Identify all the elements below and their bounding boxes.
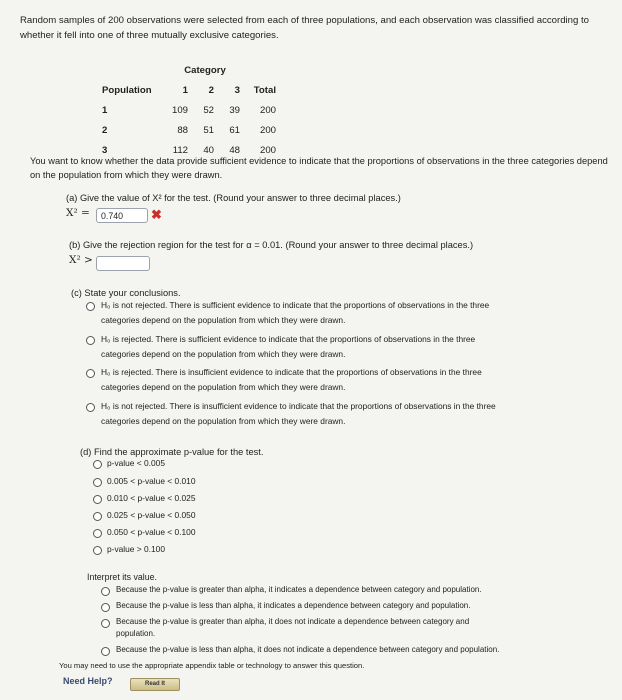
contingency-table (98, 60, 280, 160)
conclusion-radio-2[interactable] (86, 336, 95, 345)
table-row (98, 100, 280, 120)
part-d-prompt: (d) Find the approximate p-value for the test. (80, 447, 264, 457)
conclusion-option-4-line1: H₀ is not rejected. There is insufficient evidence to indicate that the proportions of observations in the three (101, 401, 496, 411)
table-cell: 61 (229, 124, 240, 136)
pvalue-radio-3[interactable] (93, 495, 102, 504)
table-cell: 200 (259, 144, 276, 156)
part-a-prompt: (a) Give the value of X² for the test. (Round your answer to three decimal places.) (66, 193, 401, 203)
table-cell: 40 (203, 144, 214, 156)
conclusion-radio-4[interactable] (86, 403, 95, 412)
interpret-option-1: Because the p-value is greater than alpha, it indicates a dependence between category and population. (116, 585, 482, 594)
chi-square-input[interactable]: 0.740 (96, 208, 148, 223)
table-cell: 48 (229, 144, 240, 156)
interpret-option-3-line1: Because the p-value is greater than alpha, it does not indicate a dependence between category and (116, 617, 470, 626)
conclusion-radio-3[interactable] (86, 369, 95, 378)
conclusion-option-3-line2: categories depend on the population from which they were drawn. (101, 382, 346, 392)
pvalue-option-6: p-value > 0.100 (107, 544, 165, 554)
incorrect-icon: ✖ (151, 207, 162, 222)
col-header-2: 2 (208, 84, 214, 96)
row-label: 1 (102, 104, 108, 116)
pvalue-option-2: 0.005 < p-value < 0.010 (107, 476, 196, 486)
read-it-button[interactable]: Read It (130, 678, 180, 691)
interpret-radio-2[interactable] (101, 603, 110, 612)
pvalue-radio-6[interactable] (93, 546, 102, 555)
col-header-total: Total (253, 84, 276, 96)
row-label: 3 (102, 144, 108, 156)
part-a-label: X² = (66, 207, 90, 219)
table-cell: 200 (259, 104, 276, 116)
pvalue-radio-2[interactable] (93, 478, 102, 487)
rejection-region-input[interactable] (96, 256, 150, 271)
interpret-radio-1[interactable] (101, 587, 110, 596)
table-row (98, 120, 280, 140)
need-help-label: Need Help? (63, 676, 113, 686)
interpret-option-4: Because the p-value is less than alpha, it does not indicate a dependence between category and population. (116, 645, 500, 654)
pvalue-option-5: 0.050 < p-value < 0.100 (107, 527, 196, 537)
col-header-3: 3 (234, 84, 240, 96)
table-cell: 51 (203, 124, 214, 136)
footer-note: You may need to use the appropriate appendix table or technology to answer this question. (59, 661, 365, 670)
pvalue-option-1: p-value < 0.005 (107, 458, 165, 468)
category-header: Category (184, 64, 226, 76)
conclusion-option-2-line2: categories depend on the population from which they were drawn. (101, 349, 346, 359)
question-intro: You want to know whether the data provide sufficient evidence to indicate that the proportions of observations in the three categories depend on the population from which they were drawn. (30, 156, 608, 180)
pvalue-option-4: 0.025 < p-value < 0.050 (107, 510, 196, 520)
conclusion-option-2-line1: H₀ is rejected. There is sufficient evidence to indicate that the proportions of observations in the three (101, 334, 476, 344)
table-cell: 200 (259, 124, 276, 136)
interpret-option-2: Because the p-value is less than alpha, it indicates a dependence between category and population. (116, 601, 471, 610)
table-cell: 112 (172, 144, 188, 156)
part-b-prompt: (b) Give the rejection region for the test for α = 0.01. (Round your answer to three decimal places.) (69, 240, 474, 250)
pvalue-radio-1[interactable] (93, 460, 102, 469)
col-header-population: Population (102, 84, 152, 96)
conclusion-option-3-line1: H₀ is rejected. There is insufficient evidence to indicate that the proportions of observations in the three (101, 367, 482, 377)
pvalue-radio-5[interactable] (93, 529, 102, 538)
conclusion-option-1-line2: categories depend on the population from which they were drawn. (101, 315, 346, 325)
table-cell: 39 (229, 104, 240, 116)
row-label: 2 (102, 124, 108, 136)
table-cell: 52 (203, 104, 214, 116)
pvalue-radio-4[interactable] (93, 512, 102, 521)
pvalue-option-3: 0.010 < p-value < 0.025 (107, 493, 196, 503)
interpret-radio-3[interactable] (101, 619, 110, 628)
interpret-prompt: Interpret its value. (87, 572, 157, 582)
table-cell: 88 (177, 124, 188, 136)
conclusion-radio-1[interactable] (86, 302, 95, 311)
part-b-label: X² > (69, 254, 93, 266)
interpret-radio-4[interactable] (101, 647, 110, 656)
part-c-prompt: (c) State your conclusions. (71, 288, 181, 298)
interpret-option-3-line2: population. (116, 629, 156, 638)
col-header-1: 1 (182, 84, 188, 96)
table-cell: 109 (171, 104, 188, 116)
problem-intro: Random samples of 200 observations were selected from each of three populations, and each observation was classified according to whether it fell into one of three mutually exclusive categories. (20, 15, 590, 41)
conclusion-option-4-line2: categories depend on the population from which they were drawn. (101, 416, 346, 426)
conclusion-option-1-line1: H₀ is not rejected. There is sufficient evidence to indicate that the proportions of observations in the three (101, 300, 490, 310)
